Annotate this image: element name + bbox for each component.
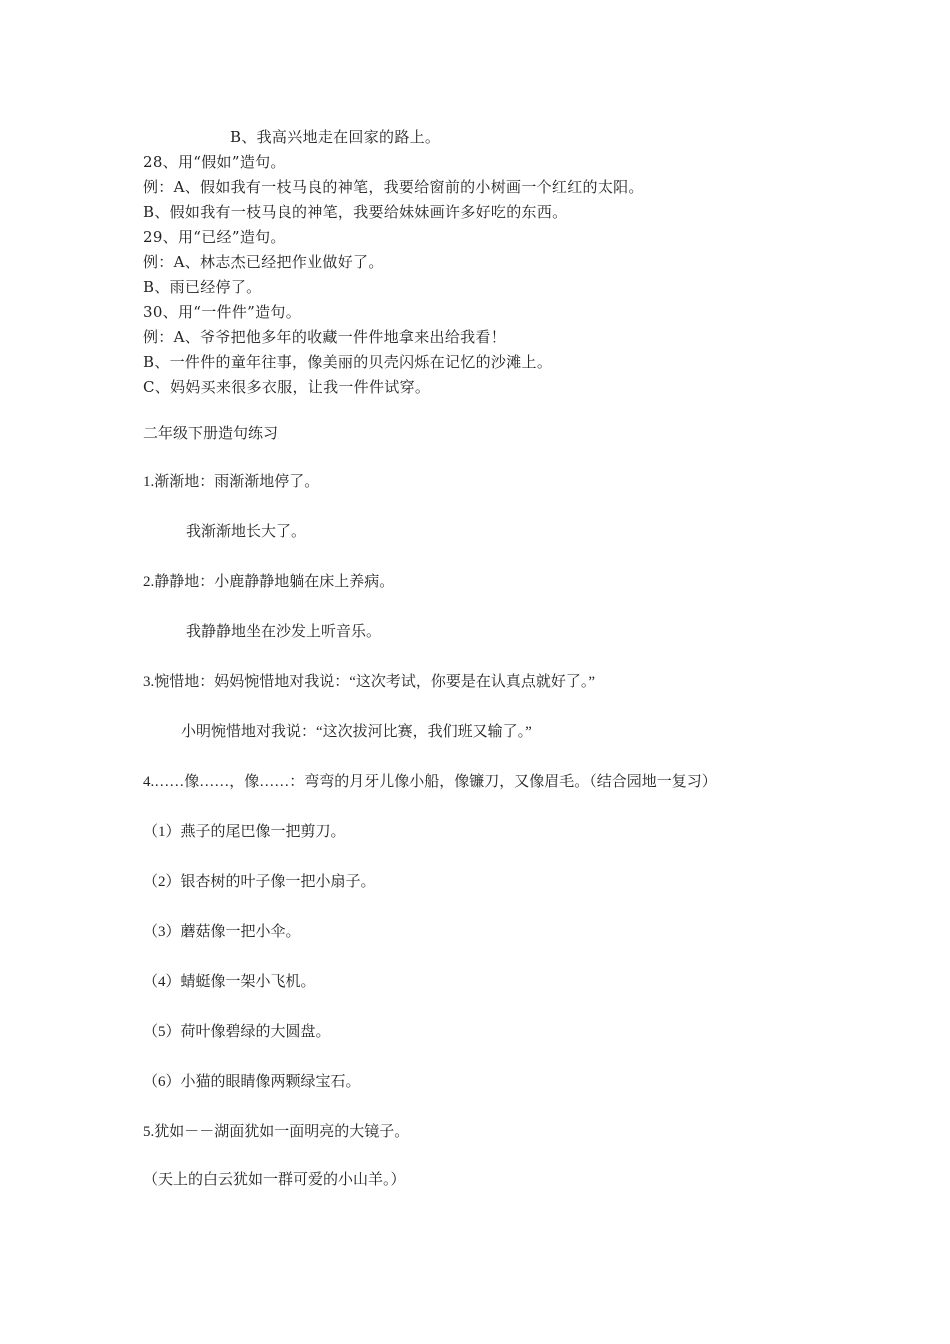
item-2-head: 2.静静地：小鹿静静地躺在床上养病。 — [143, 574, 395, 590]
question-28-title: 28、用“假如”造句。 — [143, 153, 286, 171]
item-4-example-4: （4）蜻蜓像一架小飞机。 — [143, 974, 316, 990]
section-title: 二年级下册造句练习 — [143, 426, 279, 442]
item-4-example-3: （3）蘑菇像一把小伞。 — [143, 924, 301, 940]
item-4-example-6: （6）小猫的眼睛像两颗绿宝石。 — [143, 1074, 361, 1090]
question-30-example-b: B、一件件的童年往事，像美丽的贝壳闪烁在记忆的沙滩上。 — [143, 353, 553, 371]
item-4-example-5: （5）荷叶像碧绿的大圆盘。 — [143, 1024, 331, 1040]
question-28-example-b: B、假如我有一枝马良的神笔，我要给妹妹画许多好吃的东西。 — [143, 203, 568, 221]
question-30-title: 30、用“一件件”造句。 — [143, 303, 302, 321]
question-30-example-c: C、妈妈买来很多衣服，让我一件件试穿。 — [143, 378, 431, 396]
question-30-example-a: 例：A、爷爷把他多年的收藏一件件地拿来出给我看！ — [143, 328, 507, 346]
item-1-head: 1.渐渐地：雨渐渐地停了。 — [143, 474, 320, 490]
item-5-example: （天上的白云犹如一群可爱的小山羊。） — [143, 1172, 406, 1188]
question-29-example-a: 例：A、林志杰已经把作业做好了。 — [143, 253, 384, 271]
question-29-example-b: B、雨已经停了。 — [143, 278, 262, 296]
question-28-example-a: 例：A、假如我有一枝马良的神笔，我要给窗前的小树画一个红红的太阳。 — [143, 178, 644, 196]
item-4-example-2: （2）银杏树的叶子像一把小扇子。 — [143, 874, 376, 890]
item-3-example: 小明惋惜地对我说：“这次拔河比赛，我们班又输了。” — [181, 724, 532, 740]
item-1-example: 我渐渐地长大了。 — [186, 524, 307, 540]
text-line-b-home: B、我高兴地走在回家的路上。 — [230, 128, 441, 146]
item-4-example-1: （1）燕子的尾巴像一把剪刀。 — [143, 824, 346, 840]
item-4-head: 4.……像……，像……：弯弯的月牙儿像小船，像镰刀，又像眉毛。（结合园地一复习） — [143, 774, 717, 790]
question-29-title: 29、用“已经”造句。 — [143, 228, 286, 246]
item-2-example: 我静静地坐在沙发上听音乐。 — [186, 624, 382, 640]
item-3-head: 3.惋惜地：妈妈惋惜地对我说：“这次考试，你要是在认真点就好了。” — [143, 674, 596, 690]
item-5-head: 5.犹如－－湖面犹如一面明亮的大镜子。 — [143, 1124, 410, 1140]
